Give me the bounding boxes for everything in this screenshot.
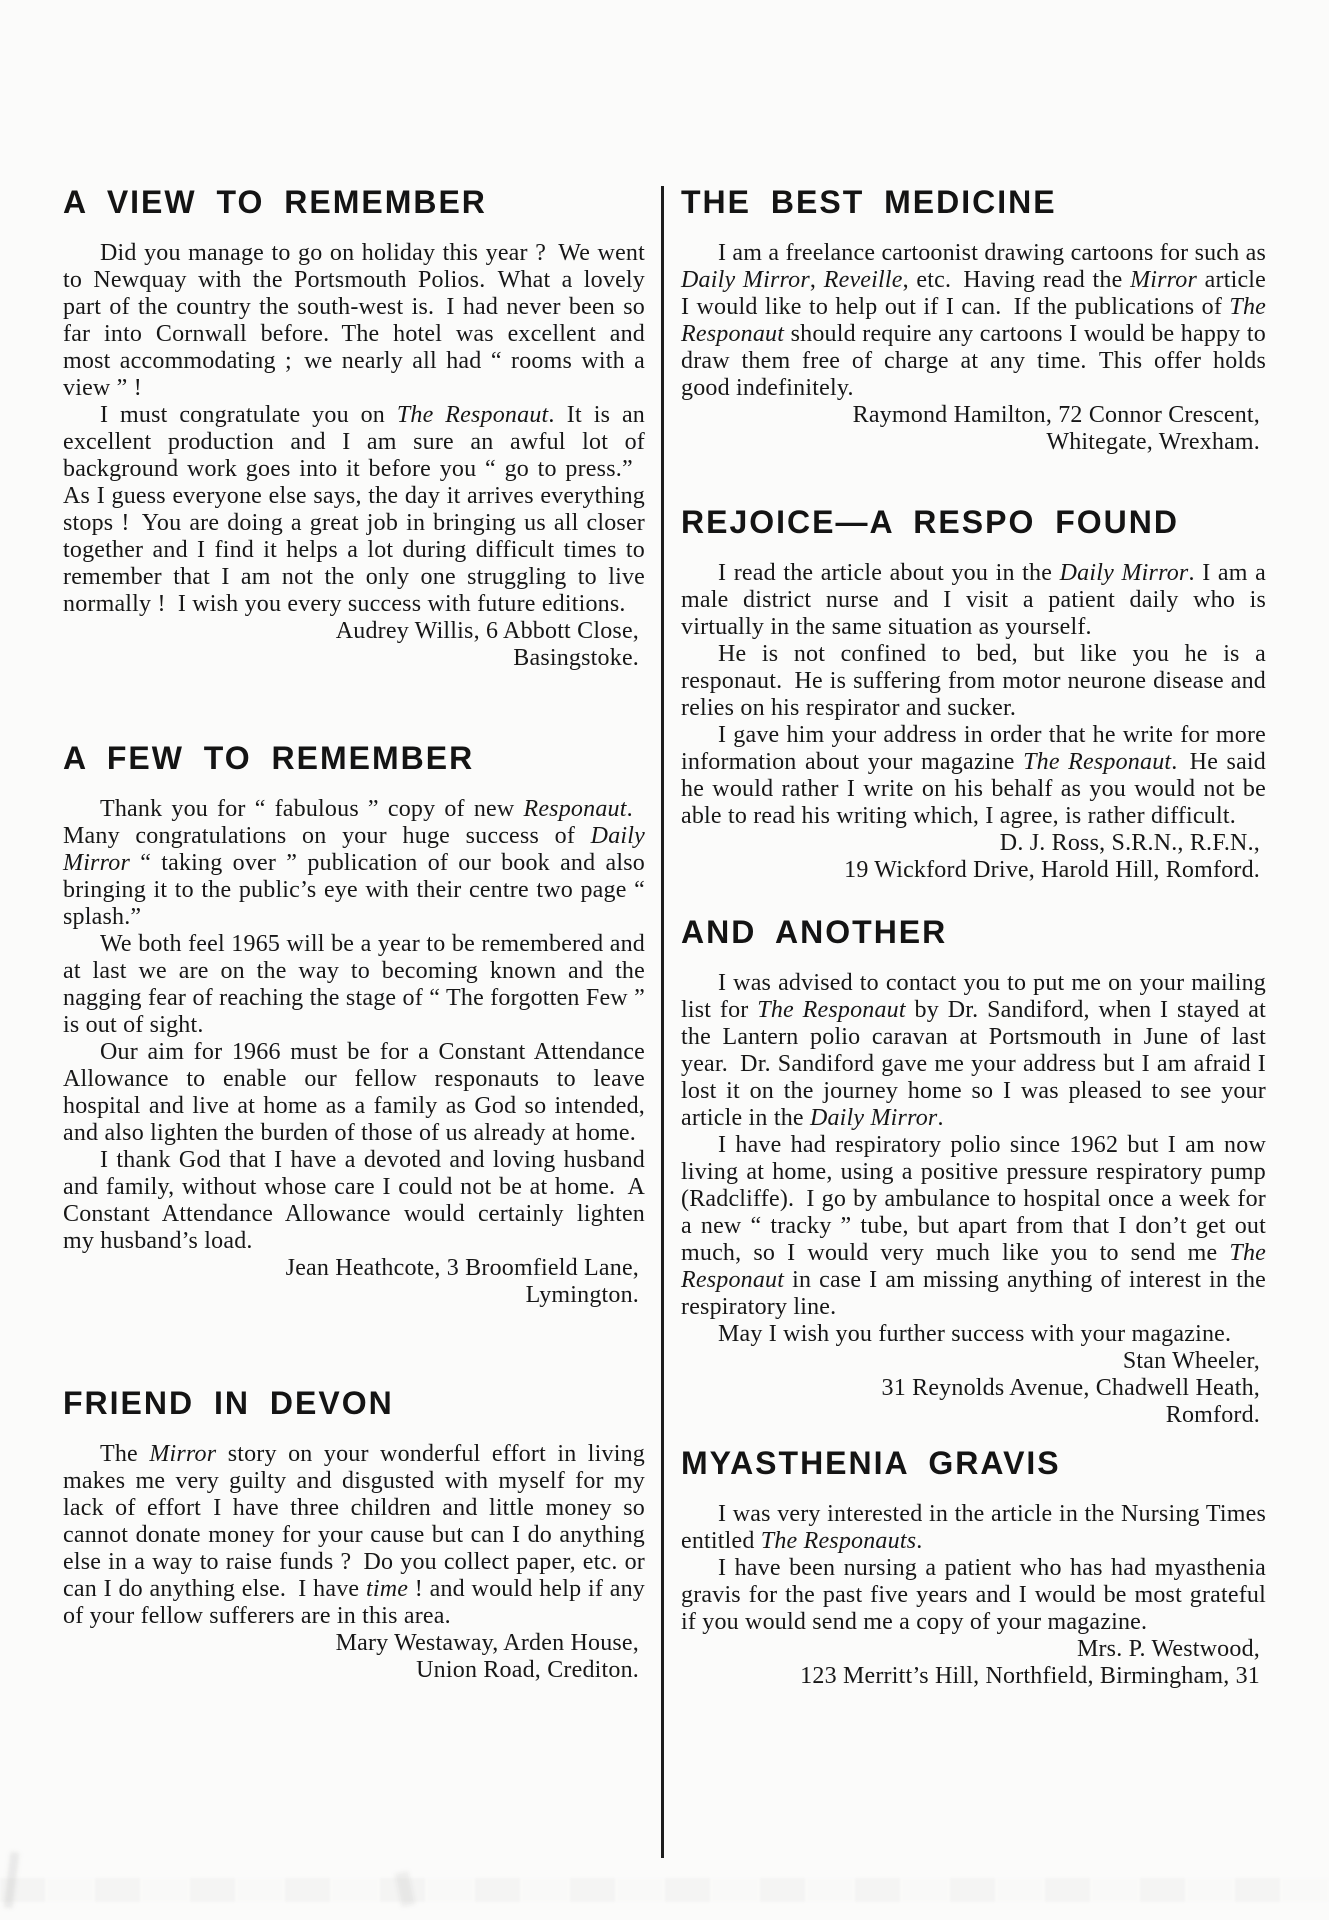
letter-paragraph — [63, 402, 645, 618]
text-run: Thank you for “ fabulous ” copy of new — [100, 796, 524, 822]
italic-run: Mirror — [149, 1441, 217, 1467]
text-run: . — [916, 1528, 923, 1554]
text-run: article I would like to help out if I can. If the publications of — [681, 267, 1267, 320]
signature-block — [681, 402, 1266, 456]
text-run: ! and would help if any of your fellow sufferers are in this area. — [63, 1576, 645, 1629]
text-run: . — [937, 1105, 944, 1131]
signature-block — [63, 1630, 645, 1684]
letter-paragraph — [63, 240, 645, 402]
letter-paragraph — [681, 970, 1266, 1132]
signature-line: Mrs. P. Westwood, — [1076, 1636, 1260, 1662]
letter-section — [681, 186, 1266, 456]
signature-line: Jean Heathcote, 3 Broomfield Lane, — [285, 1255, 639, 1281]
signature-line: Lymington. — [525, 1282, 639, 1308]
section-heading: A FEW TO REMEMBER — [63, 740, 475, 776]
letter-paragraph — [63, 1039, 645, 1147]
text-run: I gave him your address in order that he write for more information about your magazine — [681, 722, 1266, 775]
italic-run: The Responaut — [1023, 749, 1172, 775]
text-run: . He said he would rather I write on his behalf as you would not be able to read his writing which, I agree, is rather difficult. — [681, 749, 1267, 829]
text-run: Our aim for 1966 must be for a Constant Attendance Allowance to enable our fellow responauts to leave hospital and live at home as a family as God so intended, and also lighten the burden of those of us already at home. — [63, 1039, 645, 1146]
section-heading: AND ANOTHER — [681, 914, 948, 950]
text-run: , — [809, 267, 824, 293]
text-run: May I wish you further success with your magazine. — [718, 1321, 1232, 1347]
letter-paragraph — [681, 1321, 1266, 1348]
letter-paragraph — [681, 240, 1266, 402]
text-run: should require any cartoons I would be happy to draw them free of charge at any time. This offer holds good indefinitely. — [681, 321, 1266, 401]
signature-line: Stan Wheeler, — [1122, 1348, 1260, 1374]
section-heading: FRIEND IN DEVON — [63, 1385, 394, 1421]
italic-run: The Responauts — [760, 1528, 917, 1554]
signature-block — [63, 618, 645, 672]
signature-line: Whitegate, Wrexham. — [1046, 429, 1260, 455]
signature-block — [681, 830, 1266, 884]
text-run: I was advised to contact you to put me on your mailing list for — [681, 970, 1266, 1023]
text-run: . Many congratulations on your huge success of — [63, 796, 645, 849]
letter-paragraph — [63, 796, 645, 931]
text-run: by Dr. Sandiford, when I stayed at the Lantern polio caravan at Portsmouth in June of last year. Dr. Sandiford gave me your address but I am afraid I lost it on the journey home so I was pleased to see your article in the — [681, 997, 1266, 1131]
italic-run: The Responaut — [396, 402, 549, 428]
text-run: in case I am missing anything of interest in the respiratory line. — [681, 1267, 1266, 1320]
text-run: story on your wonderful effort in living makes me very guilty and disgusted with myself for my lack of effort I have three children and little money so cannot donate money for your cause but can I do anything else in a way to raise funds ? Do you collect paper, etc. or can I do anything else. I have — [63, 1441, 645, 1602]
italic-run: Daily Mirror — [1059, 560, 1189, 586]
scan-smudge-mid — [395, 1871, 416, 1907]
italic-run: time — [365, 1576, 409, 1602]
letter-section — [681, 506, 1266, 884]
scan-smudge-left — [4, 1852, 20, 1909]
italic-run: The Responaut — [681, 294, 1266, 347]
section-heading: REJOICE—A RESPO FOUND — [681, 504, 1179, 540]
section-heading: THE BEST MEDICINE — [681, 184, 1057, 220]
letter-section — [681, 916, 1266, 1429]
italic-run: Mirror — [1130, 267, 1198, 293]
italic-run: Daily Mirror — [809, 1105, 938, 1131]
letter-paragraph — [63, 1441, 645, 1630]
text-run: We both feel 1965 will be a year to be remembered and at last we are on the way to becoming known and the nagging fear of reaching the stage of “ The forgotten Few ” is out of sight. — [63, 931, 645, 1038]
text-run: I must congratulate you on — [100, 402, 397, 428]
text-run: I have had respiratory polio since 1962 but I am now living at home, using a positive pressure respiratory pump (Radcliffe). I go by ambulance to hospital once a week for a new “ tracky ” tube, but apart from that I don’t get out much, so I would very much like you to send me — [681, 1132, 1266, 1266]
text-run: I have been nursing a patient who has had myasthenia gravis for the past five years and I would be most grateful if you would send me a copy of your magazine. — [681, 1555, 1266, 1635]
letter-section — [63, 186, 645, 672]
letter-paragraph — [681, 641, 1266, 722]
italic-run: Daily Mirror — [63, 823, 645, 876]
right-column — [681, 186, 1266, 1690]
italic-run: Responaut — [523, 796, 627, 822]
section-heading: A VIEW TO REMEMBER — [63, 184, 487, 220]
text-run: “ taking over ” publication of our book and also bringing it to the public’s eye with their centre two page “ splash.” — [63, 850, 645, 930]
signature-line: Audrey Willis, 6 Abbott Close, — [335, 618, 639, 644]
letter-paragraph — [681, 560, 1266, 641]
column-divider — [661, 186, 664, 1858]
signature-line: Union Road, Crediton. — [416, 1657, 639, 1683]
signature-line: 31 Reynolds Avenue, Chadwell Heath, — [881, 1375, 1260, 1401]
text-run: I am a freelance cartoonist drawing cartoons for such as — [718, 240, 1266, 266]
signature-line: Basingstoke. — [513, 645, 639, 671]
letter-section — [63, 742, 645, 1309]
text-run: , etc. Having read the — [902, 267, 1131, 293]
text-run: . It is an excellent production and I am sure an awful lot of background work goes into it before you “ go to press.” As I guess everyone else says, the day it arrives everything stops ! You are doing a great job in bringing us all closer together and I find it helps a lot during difficult times to remember that I am not the only one struggling to live normally ! I wish you every success with future editions. — [63, 402, 645, 617]
italic-run: Daily Mirror — [681, 267, 810, 293]
letter-paragraph — [681, 1555, 1266, 1636]
signature-line: Mary Westaway, Arden House, — [335, 1630, 639, 1656]
italic-run: Reveille — [823, 267, 903, 293]
signature-line: Raymond Hamilton, 72 Connor Crescent, — [852, 402, 1260, 428]
text-run: Did you manage to go on holiday this year ? We went to Newquay with the Portsmouth Polios. What a lovely part of the country the south-west is. I had never been so far into Cornwall before. The hotel was excellent and most accommodating ; we nearly all had “ rooms with a view ” ! — [63, 240, 645, 401]
section-heading: MYASTHENIA GRAVIS — [681, 1445, 1061, 1481]
letter-section — [63, 1387, 645, 1684]
text-run: The — [100, 1441, 150, 1467]
signature-block — [63, 1255, 645, 1309]
letter-section — [681, 1447, 1266, 1690]
signature-block — [681, 1348, 1266, 1429]
text-run: I thank God that I have a devoted and loving husband and family, without whose care I could not be at home. A Constant Attendance Allowance would certainly lighten my husband’s load. — [63, 1147, 645, 1254]
signature-line: Romford. — [1165, 1402, 1260, 1428]
text-run: . I am a male district nurse and I visit a patient daily who is virtually in the same situation as yourself. — [681, 560, 1266, 640]
letter-paragraph — [63, 931, 645, 1039]
signature-line: 19 Wickford Drive, Harold Hill, Romford. — [844, 857, 1260, 883]
text-run: He is not confined to bed, but like you he is a responaut. He is suffering from motor neurone disease and relies on his respirator and sucker. — [681, 641, 1266, 721]
italic-run: The Responaut — [681, 1240, 1266, 1293]
text-run: I was very interested in the article in the Nursing Times entitled — [681, 1501, 1266, 1554]
letter-paragraph — [681, 1132, 1266, 1321]
text-run: I read the article about you in the — [718, 560, 1060, 586]
scan-noise-band — [0, 1878, 1329, 1902]
signature-line: 123 Merritt’s Hill, Northfield, Birmingham, 31 — [800, 1663, 1260, 1689]
letter-paragraph — [681, 1501, 1266, 1555]
letter-paragraph — [681, 722, 1266, 830]
signature-line: D. J. Ross, S.R.N., R.F.N., — [999, 830, 1260, 856]
italic-run: The Responaut — [757, 997, 906, 1023]
left-column — [63, 186, 645, 1684]
page-content — [63, 186, 1266, 1858]
signature-block — [681, 1636, 1266, 1690]
letter-paragraph — [63, 1147, 645, 1255]
